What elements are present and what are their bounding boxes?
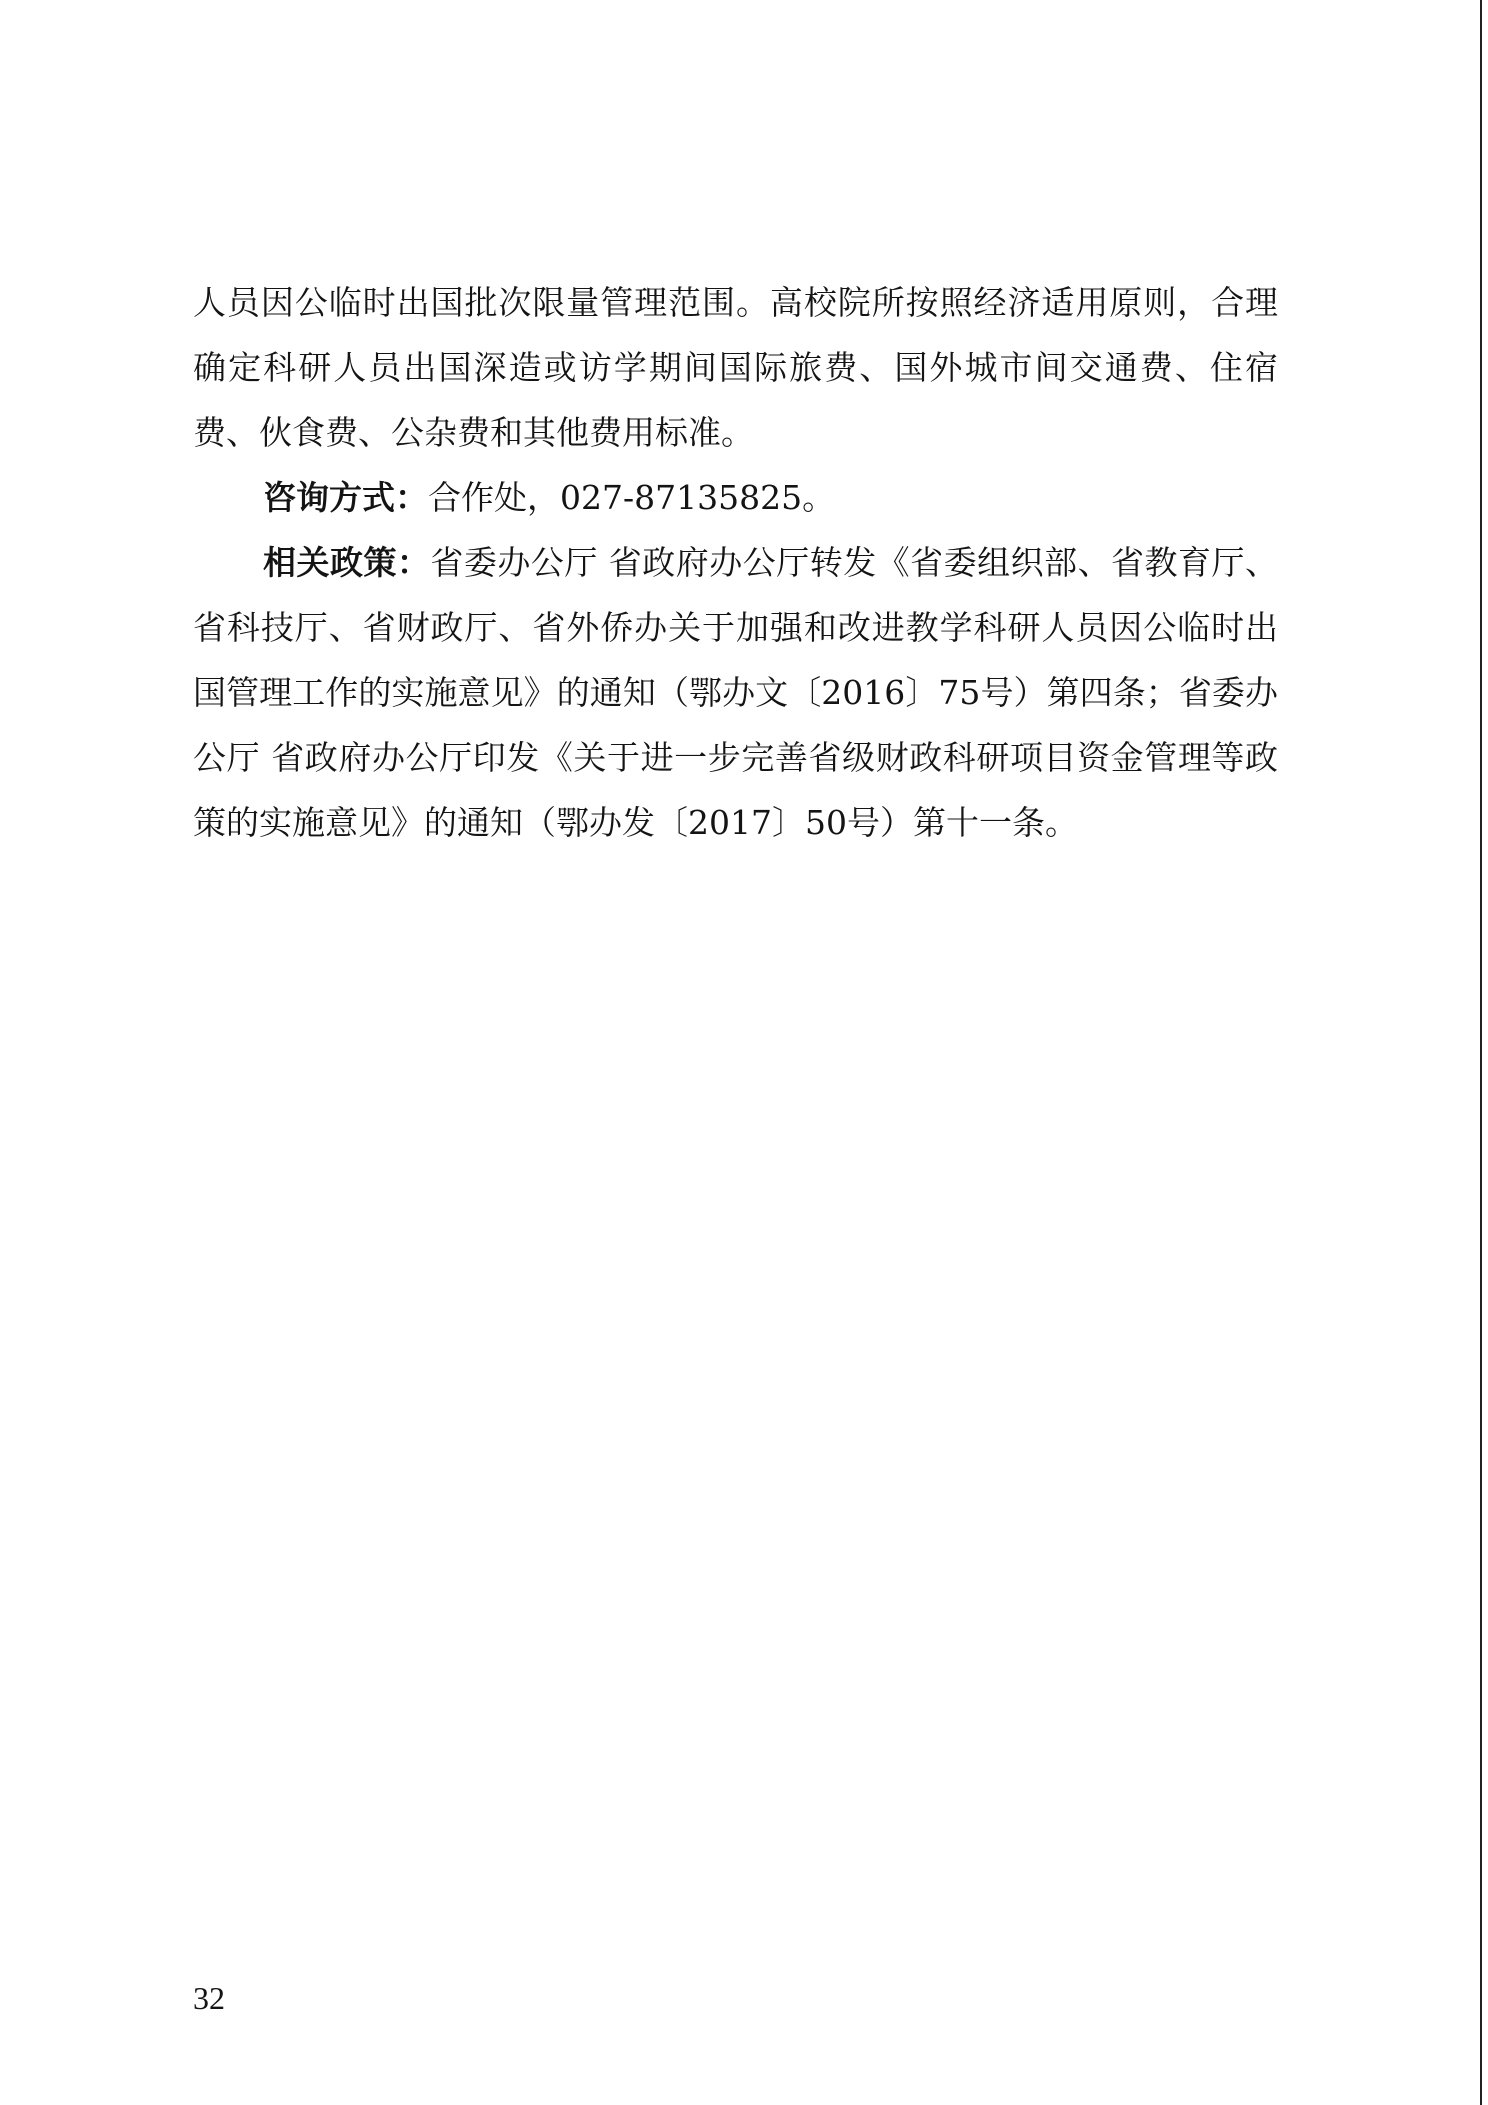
consult-paragraph: [193, 465, 1278, 530]
body-paragraph: 人员因公临时出国批次限量管理范围。高校院所按照经济适用原则，合理确定科研人员出国深造或访学期间国际旅费、国外城市间交通费、住宿费、伙食费、公杂费和其他费用标准。: [193, 283, 1278, 452]
consult-text: 合作处，027-87135825。: [428, 478, 836, 517]
policy-label: 相关政策：: [263, 543, 431, 582]
document-body: [193, 270, 1278, 855]
page-edge-line: [1480, 0, 1482, 2105]
policy-paragraph: [193, 530, 1278, 855]
page-number: 32: [193, 1980, 225, 2016]
policy-text: 省委办公厅 省政府办公厅转发《省委组织部、省教育厅、省科技厅、省财政厅、省外侨办关于加强和改进教学科研人员因公临时出国管理工作的实施意见》的通知（鄂办文〔2016〕75号）第四条；省委办公厅 省政府办公厅印发《关于进一步完善省级财政科研项目资金管理等政策的实施意见》的通知（鄂办发〔2017〕50号）第十一条。: [193, 543, 1278, 842]
consult-label: 咨询方式：: [263, 478, 428, 517]
